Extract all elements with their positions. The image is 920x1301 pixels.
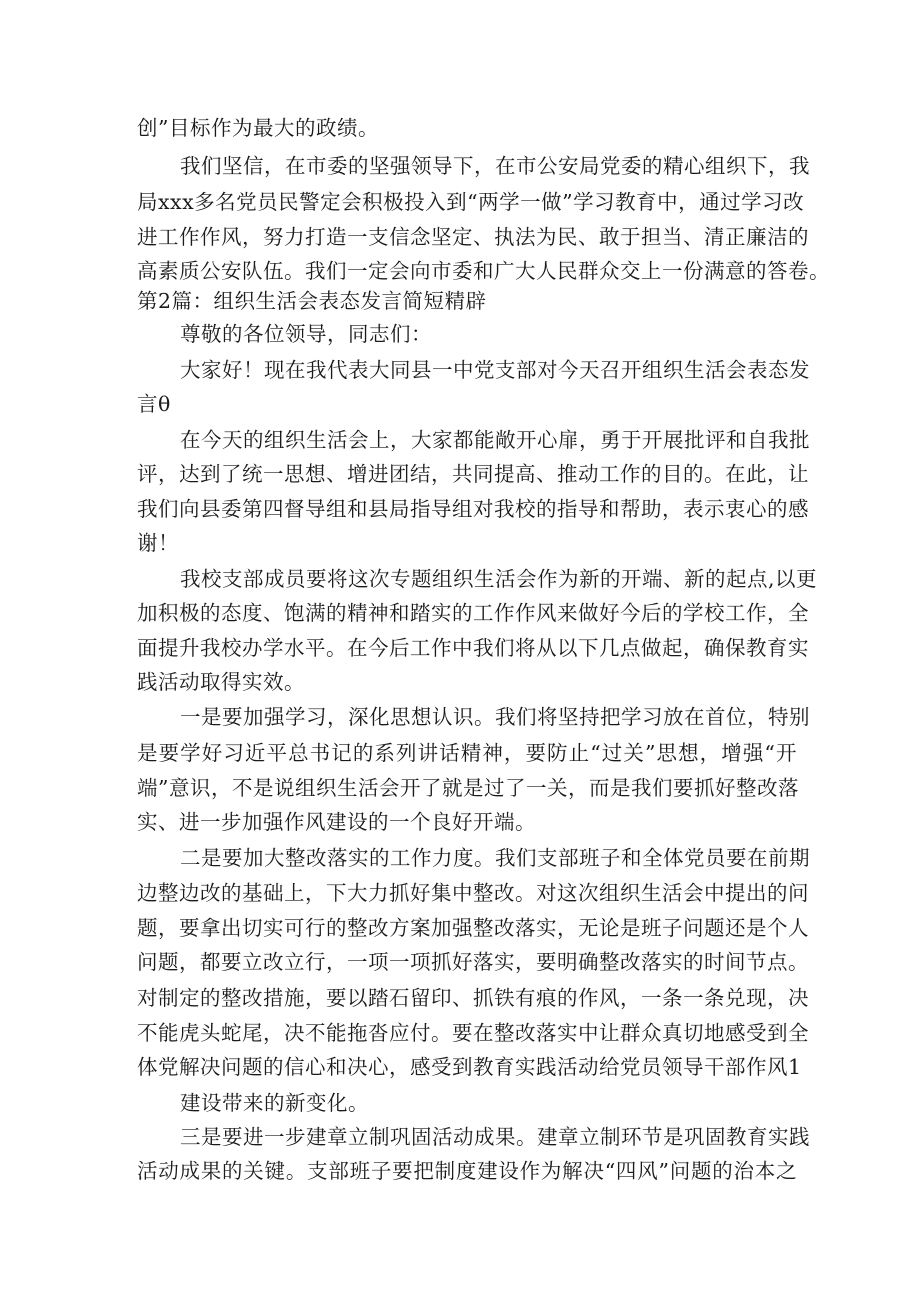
- text-line: 实、进一步加强作风建设的一个良好开端。: [137, 810, 536, 834]
- text-line: 问题，都要立改立行，一项一项抓好落实，要明确整改落实的时间节点。: [137, 950, 809, 974]
- section-heading: 第2篇：组织生活会表态发言简短精辟: [137, 289, 487, 313]
- text-line: 题，要拿出切实可行的整改方案加强整改落实，无论是班子问题还是个人: [137, 916, 809, 940]
- text-line: 建设带来的新变化。: [180, 1091, 369, 1115]
- text-line: 三是要进一步建章立制巩固活动成果。建章立制环节是巩固教育实践: [180, 1125, 810, 1149]
- text-line: 边整边改的基础上，下大力抓好集中整改。对这次组织生活会中提出的问: [137, 881, 809, 905]
- text-line: 言θ: [137, 392, 171, 416]
- text-line: 活动成果的关键。支部班子要把制度建设作为解决“四风”问题的治本之: [137, 1159, 797, 1183]
- text-line: 加积极的态度、饱满的精神和踏实的工作作风来做好今后的学校工作，全: [137, 601, 809, 625]
- text-line: 大家好！现在我代表大同县一中党支部对今天召开组织生活会表态发: [180, 358, 810, 382]
- text-line: 进工作作风，努力打造一支信念坚定、执法为民、敢于担当、清正廉洁的: [137, 225, 809, 249]
- text-line: 谢！: [137, 531, 179, 555]
- text-line: 二是要加大整改落实的工作力度。我们支部班子和全体党员要在前期: [180, 846, 810, 870]
- text-line: 是要学好习近平总书记的系列讲话精神，要防止“过关”思想，增强“开: [137, 741, 797, 765]
- salutation: 尊敬的各位领导，同志们：: [180, 322, 432, 346]
- text-line: 我们向县委第四督导组和县局指导组对我校的指导和帮助，表示衷心的感: [137, 497, 809, 521]
- text-line: 在今天的组织生活会上，大家都能敞开心扉，勇于开展批评和自我批: [180, 428, 810, 452]
- text-line: 高素质公安队伍。我们一定会向市委和广大人民群众交上一份满意的答卷。: [137, 259, 830, 283]
- text-line: 局xxx多名党员民警定会积极投入到“两学一做”学习教育中，通过学习改: [137, 190, 805, 214]
- text-line: 创”目标作为最大的政绩。: [137, 116, 379, 140]
- text-line: 践活动取得实效。: [137, 670, 305, 694]
- text-line: 一是要加强学习，深化思想认识。我们将坚持把学习放在首位，特别: [180, 705, 810, 729]
- text-line: 面提升我校办学水平。在今后工作中我们将从以下几点做起，确保教育实: [137, 636, 809, 660]
- text-line: 我校支部成员要将这次专题组织生活会作为新的开端、新的起点,以更: [180, 567, 818, 591]
- text-line: 对制定的整改措施，要以踏石留印、抓铁有痕的作风，一条一条兑现，决: [137, 986, 809, 1010]
- text-line: 我们坚信，在市委的坚强领导下，在市公安局党委的精心组织下，我: [180, 154, 810, 178]
- text-line: 体党解决问题的信心和决心，感受到教育实践活动给党员领导干部作风1: [137, 1055, 802, 1079]
- text-line: 不能虎头蛇尾，决不能拖沓应付。要在整改落实中让群众真切地感受到全: [137, 1021, 809, 1045]
- text-line: 端”意识，不是说组织生活会开了就是过了一关，而是我们要抓好整改落: [137, 776, 799, 800]
- text-line: 评，达到了统一思想、增进团结，共同提高、推动工作的目的。在此，让: [137, 462, 809, 486]
